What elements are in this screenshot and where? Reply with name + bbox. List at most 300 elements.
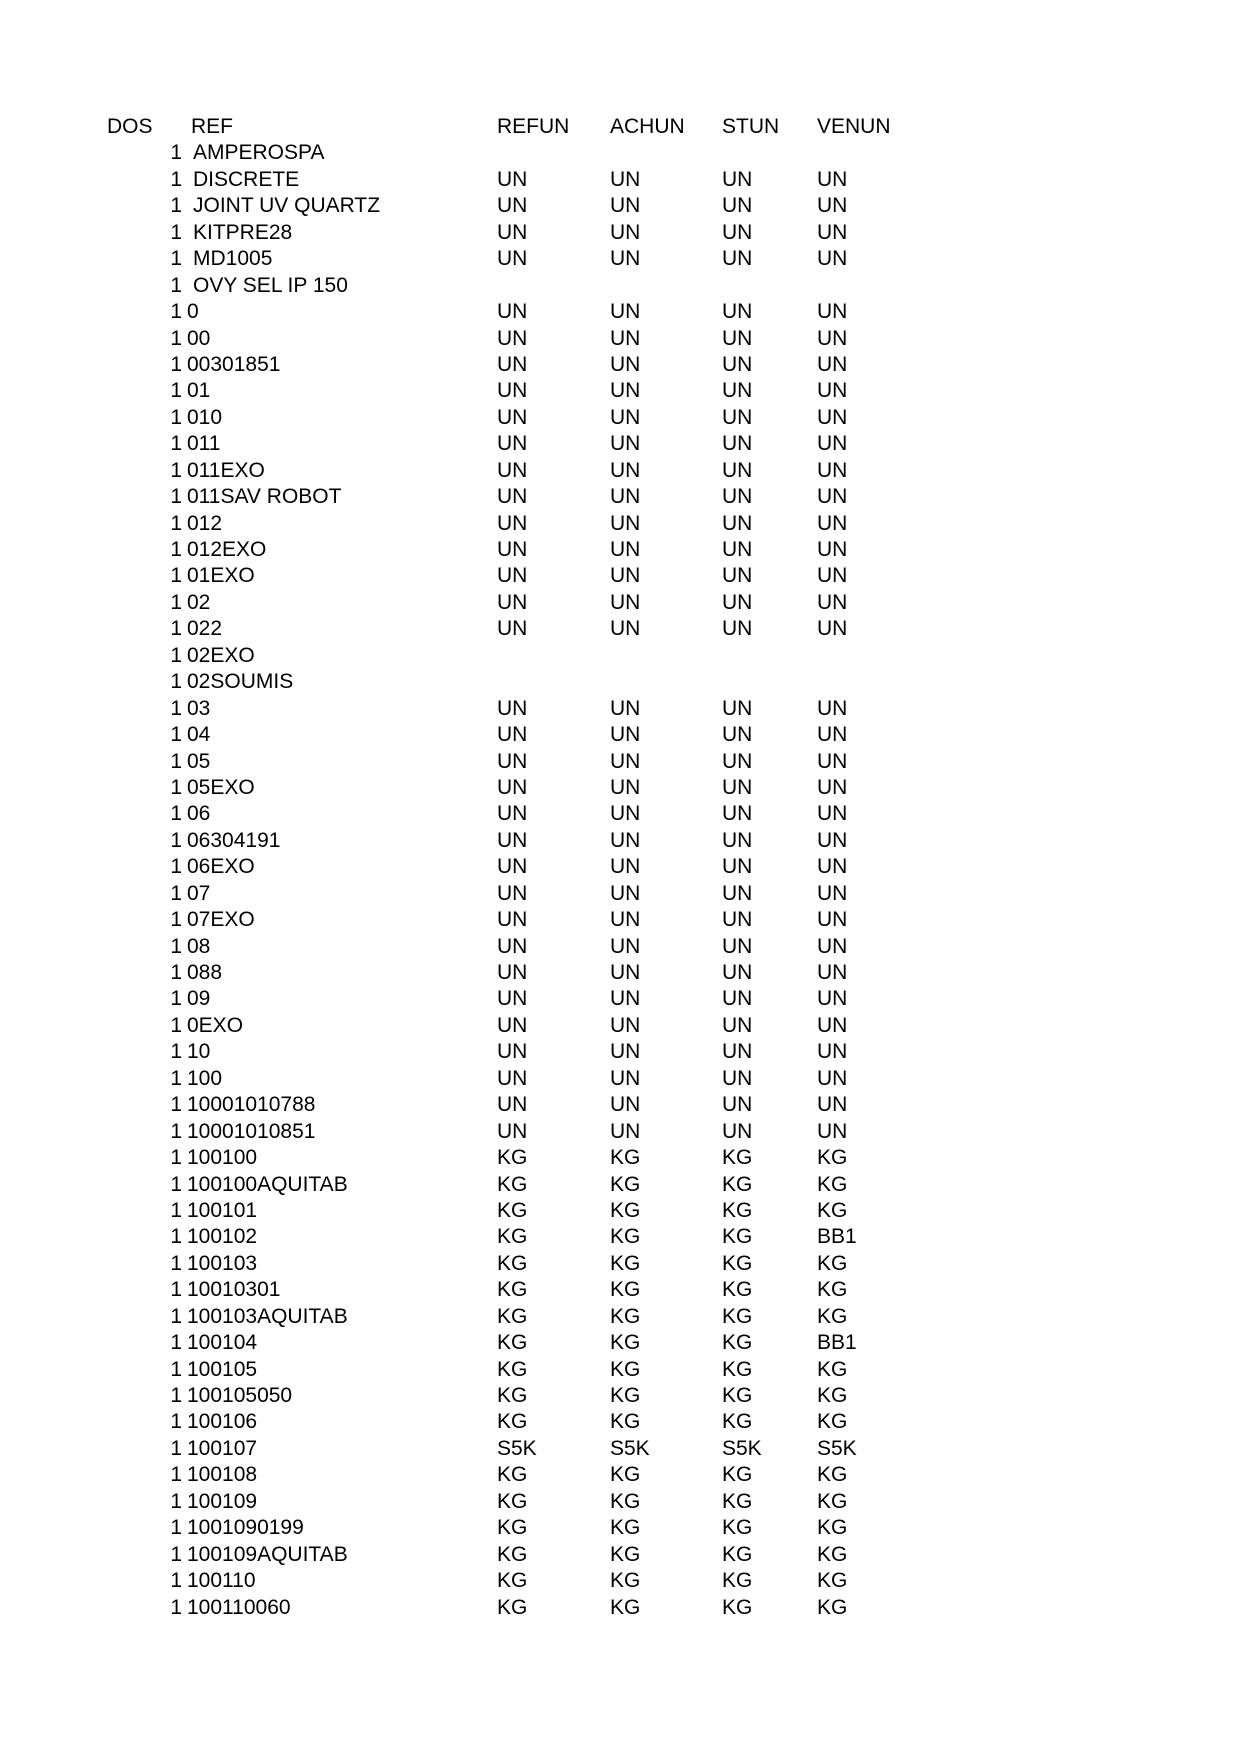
table-row [0, 352, 1241, 378]
dos-cell: 1 [170, 485, 182, 509]
achun-cell: UN [610, 855, 641, 879]
table-row [0, 1224, 1241, 1250]
venun-cell: UN [817, 247, 848, 271]
stun-cell: UN [722, 167, 753, 191]
table-row [0, 246, 1241, 272]
achun-cell: UN [610, 1013, 641, 1037]
achun-cell: UN [610, 908, 641, 932]
table-row [0, 775, 1241, 801]
refun-cell: UN [497, 405, 528, 429]
dos-cell: 1 [170, 1172, 182, 1196]
stun-cell: UN [722, 775, 753, 799]
ref-cell: 011EXO [187, 458, 265, 482]
venun-cell: KG [817, 1251, 848, 1275]
ref-cell: 09 [187, 987, 211, 1011]
dos-cell: 1 [170, 1384, 182, 1407]
venun-cell: KG [817, 1172, 848, 1196]
stun-cell: UN [722, 511, 753, 535]
refun-cell: UN [497, 194, 528, 218]
dos-cell: 1 [170, 1542, 182, 1566]
stun-cell: KG [722, 1331, 753, 1355]
achun-cell: KG [610, 1198, 641, 1222]
ref-cell: 100100AQUITAB [187, 1172, 348, 1196]
stun-cell: KG [722, 1357, 753, 1381]
table-header-row [0, 114, 1241, 140]
stun-cell: UN [722, 908, 753, 932]
achun-cell: UN [610, 749, 641, 773]
venun-cell: UN [817, 511, 848, 535]
dos-cell: 1 [170, 1304, 182, 1328]
ref-cell: 012EXO [187, 538, 267, 561]
refun-cell: UN [497, 828, 528, 852]
ref-cell: 100107 [187, 1436, 258, 1460]
dos-cell: 1 [170, 1489, 182, 1513]
dos-cell: 1 [170, 775, 182, 799]
stun-cell: UN [722, 1093, 753, 1117]
achun-cell: KG [610, 1463, 641, 1487]
refun-cell: KG [497, 1251, 528, 1275]
stun-cell: UN [722, 1119, 753, 1143]
refun-cell: UN [497, 1013, 528, 1037]
achun-cell: UN [610, 194, 641, 218]
ref-cell: 07EXO [187, 908, 255, 932]
achun-cell: KG [610, 1489, 641, 1513]
stun-cell: UN [722, 326, 753, 350]
table-row [0, 458, 1241, 484]
ref-cell: 05EXO [187, 775, 255, 799]
table-row [0, 220, 1241, 246]
dos-cell: 1 [170, 273, 182, 297]
table-row [0, 669, 1241, 695]
ref-cell: MD1005 [193, 247, 273, 271]
ref-cell: 01EXO [187, 564, 255, 588]
table-row [0, 1119, 1241, 1145]
venun-cell: KG [817, 1489, 848, 1513]
refun-cell: KG [497, 1516, 528, 1540]
venun-cell: UN [817, 458, 848, 482]
stun-cell: UN [722, 538, 753, 561]
stun-cell: KG [722, 1304, 753, 1328]
table-row [0, 1066, 1241, 1092]
ref-cell: 01 [187, 379, 211, 403]
venun-cell: UN [817, 352, 848, 376]
stun-cell: KG [722, 1251, 753, 1275]
venun-cell: UN [817, 300, 848, 324]
dos-cell: 1 [170, 141, 182, 165]
achun-cell: S5K [610, 1436, 650, 1460]
refun-cell: KG [497, 1489, 528, 1513]
refun-cell: UN [497, 1093, 528, 1117]
achun-cell: KG [610, 1410, 641, 1434]
refun-cell: UN [497, 432, 528, 456]
dos-cell: 1 [170, 881, 182, 905]
ref-cell: 06EXO [187, 855, 255, 879]
ref-cell: 02SOUMIS [187, 670, 294, 694]
table-row [0, 1357, 1241, 1383]
dos-cell: 1 [170, 511, 182, 535]
dos-cell: 1 [170, 1066, 182, 1090]
refun-cell: KG [497, 1172, 528, 1196]
achun-cell: UN [610, 511, 641, 535]
dos-cell: 1 [170, 405, 182, 429]
stun-cell: UN [722, 723, 753, 747]
venun-cell: KG [817, 1357, 848, 1381]
stun-cell: UN [722, 617, 753, 641]
table-row [0, 854, 1241, 880]
table-row [0, 960, 1241, 986]
table-row [0, 1595, 1241, 1621]
ref-cell: 02EXO [187, 643, 255, 667]
ref-cell: 012 [187, 511, 223, 535]
venun-cell: UN [817, 326, 848, 350]
refun-cell: UN [497, 749, 528, 773]
stun-cell: KG [722, 1146, 753, 1170]
venun-cell: KG [817, 1569, 848, 1593]
refun-cell: UN [497, 908, 528, 932]
refun-cell: UN [497, 220, 528, 244]
refun-cell: UN [497, 485, 528, 509]
table-row [0, 511, 1241, 537]
refun-cell: KG [497, 1225, 528, 1249]
ref-cell: 100102 [187, 1225, 258, 1249]
venun-cell: UN [817, 167, 848, 191]
achun-cell: UN [610, 1066, 641, 1090]
venun-cell: BB1 [817, 1331, 857, 1355]
venun-cell: UN [817, 432, 848, 456]
table-row [0, 722, 1241, 748]
stun-cell: S5K [722, 1436, 762, 1460]
col-header-stun: STUN [722, 115, 780, 138]
ref-cell: 011 [187, 432, 221, 456]
achun-cell: UN [610, 564, 641, 588]
achun-cell: UN [610, 1119, 641, 1143]
ref-cell: 011SAV ROBOT [187, 485, 342, 509]
dos-cell: 1 [170, 961, 182, 984]
ref-cell: 088 [187, 961, 223, 984]
table-row [0, 484, 1241, 510]
stun-cell: KG [722, 1463, 753, 1487]
ref-cell: 100110060 [187, 1595, 291, 1619]
stun-cell: UN [722, 405, 753, 429]
stun-cell: KG [722, 1172, 753, 1196]
ref-cell: 100101 [187, 1198, 258, 1222]
dos-cell: 1 [170, 1569, 182, 1593]
achun-cell: KG [610, 1569, 641, 1593]
stun-cell: UN [722, 855, 753, 879]
table-row [0, 934, 1241, 960]
ref-cell: 07 [187, 881, 211, 905]
dos-cell: 1 [170, 643, 182, 667]
table-row [0, 1409, 1241, 1435]
dos-cell: 1 [170, 1198, 182, 1222]
dos-cell: 1 [170, 326, 182, 350]
refun-cell: UN [497, 1040, 528, 1064]
table-row [0, 1330, 1241, 1356]
refun-cell: UN [497, 352, 528, 376]
table-row [0, 1251, 1241, 1277]
ref-cell: 00301851 [187, 352, 281, 376]
table-row [0, 273, 1241, 299]
dos-cell: 1 [170, 167, 182, 191]
table-row [0, 1277, 1241, 1303]
refun-cell: KG [497, 1463, 528, 1487]
table-row [0, 1515, 1241, 1541]
stun-cell: UN [722, 352, 753, 376]
achun-cell: KG [610, 1146, 641, 1170]
stun-cell: KG [722, 1542, 753, 1566]
achun-cell: UN [610, 775, 641, 799]
table-row [0, 828, 1241, 854]
ref-cell: 100104 [187, 1331, 258, 1355]
dos-cell: 1 [170, 749, 182, 773]
ref-cell: 100105 [187, 1357, 258, 1381]
refun-cell: UN [497, 723, 528, 747]
table-row [0, 537, 1241, 563]
achun-cell: UN [610, 828, 641, 852]
achun-cell: UN [610, 617, 641, 641]
achun-cell: UN [610, 1040, 641, 1064]
dos-cell: 1 [170, 1040, 182, 1064]
stun-cell: UN [722, 881, 753, 905]
venun-cell: UN [817, 723, 848, 747]
ref-cell: 06304191 [187, 828, 281, 852]
refun-cell: UN [497, 538, 528, 561]
achun-cell: KG [610, 1516, 641, 1540]
venun-cell: UN [817, 855, 848, 879]
achun-cell: KG [610, 1331, 641, 1355]
stun-cell: UN [722, 300, 753, 324]
achun-cell: UN [610, 379, 641, 403]
refun-cell: UN [497, 1066, 528, 1090]
ref-cell: 0EXO [187, 1013, 244, 1037]
refun-cell: UN [497, 458, 528, 482]
table-row [0, 643, 1241, 669]
achun-cell: KG [610, 1595, 641, 1619]
table-row [0, 1489, 1241, 1515]
refun-cell: KG [497, 1278, 528, 1302]
table-row [0, 299, 1241, 325]
dos-cell: 1 [170, 1595, 182, 1619]
dos-cell: 1 [170, 617, 182, 641]
dos-cell: 1 [170, 908, 182, 932]
table-row [0, 167, 1241, 193]
refun-cell: KG [497, 1198, 528, 1222]
refun-cell: KG [497, 1569, 528, 1593]
dos-cell: 1 [170, 828, 182, 852]
venun-cell: KG [817, 1198, 848, 1222]
stun-cell: UN [722, 220, 753, 244]
dos-cell: 1 [170, 220, 182, 244]
achun-cell: UN [610, 590, 641, 614]
ref-cell: 10001010788 [187, 1093, 316, 1117]
stun-cell: UN [722, 432, 753, 456]
ref-cell: 10010301 [187, 1278, 281, 1302]
stun-cell: UN [722, 485, 753, 509]
table-row [0, 616, 1241, 642]
venun-cell: KG [817, 1542, 848, 1566]
dos-cell: 1 [170, 432, 182, 456]
ref-cell: 03 [187, 696, 211, 720]
ref-cell: 08 [187, 934, 211, 958]
dos-cell: 1 [170, 1119, 182, 1143]
refun-cell: UN [497, 855, 528, 879]
refun-cell: UN [497, 802, 528, 826]
venun-cell: UN [817, 802, 848, 826]
achun-cell: UN [610, 723, 641, 747]
table-row [0, 431, 1241, 457]
table-row [0, 326, 1241, 352]
venun-cell: UN [817, 405, 848, 429]
dos-cell: 1 [170, 1146, 182, 1170]
stun-cell: UN [722, 194, 753, 218]
achun-cell: UN [610, 538, 641, 561]
venun-cell: KG [817, 1304, 848, 1328]
stun-cell: UN [722, 828, 753, 852]
stun-cell: UN [722, 1040, 753, 1064]
venun-cell: UN [817, 590, 848, 614]
ref-cell: 100105050 [187, 1384, 293, 1407]
venun-cell: S5K [817, 1436, 857, 1460]
stun-cell: UN [722, 1066, 753, 1090]
table-row [0, 378, 1241, 404]
achun-cell: KG [610, 1172, 641, 1196]
dos-cell: 1 [170, 1013, 182, 1037]
stun-cell: KG [722, 1410, 753, 1434]
table-row [0, 1542, 1241, 1568]
ref-cell: JOINT UV QUARTZ [193, 194, 381, 218]
ref-cell: DISCRETE [193, 167, 300, 191]
table-row [0, 986, 1241, 1012]
refun-cell: UN [497, 167, 528, 191]
table-body [0, 140, 1241, 1621]
stun-cell: KG [722, 1278, 753, 1302]
dos-cell: 1 [170, 1357, 182, 1381]
achun-cell: KG [610, 1357, 641, 1381]
ref-cell: 00 [187, 326, 211, 350]
table-row [0, 1198, 1241, 1224]
dos-cell: 1 [170, 723, 182, 747]
venun-cell: UN [817, 1013, 848, 1037]
stun-cell: UN [722, 802, 753, 826]
dos-cell: 1 [170, 1463, 182, 1487]
achun-cell: UN [610, 881, 641, 905]
venun-cell: UN [817, 617, 848, 641]
table-row [0, 801, 1241, 827]
achun-cell: UN [610, 300, 641, 324]
achun-cell: UN [610, 458, 641, 482]
dos-cell: 1 [170, 1093, 182, 1117]
refun-cell: UN [497, 247, 528, 271]
venun-cell: UN [817, 828, 848, 852]
ref-cell: 10 [187, 1040, 211, 1064]
ref-cell: 02 [187, 590, 211, 614]
refun-cell: UN [497, 961, 528, 984]
venun-cell: UN [817, 485, 848, 509]
stun-cell: UN [722, 696, 753, 720]
dos-cell: 1 [170, 1331, 182, 1355]
units-table [0, 114, 1241, 1621]
venun-cell: UN [817, 696, 848, 720]
venun-cell: UN [817, 379, 848, 403]
dos-cell: 1 [170, 934, 182, 958]
col-header-venun: VENUN [817, 115, 891, 138]
refun-cell: UN [497, 881, 528, 905]
table-row [0, 1039, 1241, 1065]
ref-cell: 100110 [187, 1569, 256, 1593]
stun-cell: UN [722, 247, 753, 271]
venun-cell: UN [817, 987, 848, 1011]
venun-cell: KG [817, 1595, 848, 1619]
achun-cell: KG [610, 1251, 641, 1275]
achun-cell: UN [610, 220, 641, 244]
stun-cell: UN [722, 749, 753, 773]
refun-cell: KG [497, 1331, 528, 1355]
dos-cell: 1 [170, 590, 182, 614]
ref-cell: 0 [187, 300, 199, 324]
table-row [0, 881, 1241, 907]
dos-cell: 1 [170, 379, 182, 403]
dos-cell: 1 [170, 1251, 182, 1275]
achun-cell: UN [610, 167, 641, 191]
table-row [0, 590, 1241, 616]
ref-cell: 06 [187, 802, 211, 826]
refun-cell: S5K [497, 1436, 537, 1460]
refun-cell: KG [497, 1146, 528, 1170]
venun-cell: KG [817, 1516, 848, 1540]
stun-cell: KG [722, 1516, 753, 1540]
dos-cell: 1 [170, 352, 182, 376]
venun-cell: UN [817, 538, 848, 561]
venun-cell: UN [817, 1119, 848, 1143]
ref-cell: 1001090199 [187, 1516, 304, 1540]
stun-cell: KG [722, 1595, 753, 1619]
venun-cell: UN [817, 881, 848, 905]
refun-cell: UN [497, 934, 528, 958]
table-row [0, 907, 1241, 933]
table-row [0, 1436, 1241, 1462]
refun-cell: UN [497, 775, 528, 799]
dos-cell: 1 [170, 855, 182, 879]
achun-cell: UN [610, 485, 641, 509]
refun-cell: UN [497, 300, 528, 324]
table-row [0, 140, 1241, 166]
col-header-refun: REFUN [497, 115, 570, 138]
col-header-achun: ACHUN [610, 115, 685, 138]
ref-cell: 100109 [187, 1489, 258, 1513]
dos-cell: 1 [170, 247, 182, 271]
refun-cell: UN [497, 617, 528, 641]
venun-cell: KG [817, 1410, 848, 1434]
ref-cell: 100106 [187, 1410, 258, 1434]
venun-cell: UN [817, 1040, 848, 1064]
venun-cell: KG [817, 1278, 848, 1302]
dos-cell: 1 [170, 987, 182, 1011]
achun-cell: UN [610, 405, 641, 429]
dos-cell: 1 [170, 564, 182, 588]
dos-cell: 1 [170, 1278, 182, 1302]
ref-cell: 100100 [187, 1146, 258, 1170]
ref-cell: AMPEROSPA [193, 141, 325, 165]
table-row [0, 749, 1241, 775]
stun-cell: UN [722, 987, 753, 1011]
col-header-dos: DOS [107, 115, 153, 138]
table-row [0, 1383, 1241, 1409]
venun-cell: UN [817, 961, 848, 984]
achun-cell: KG [610, 1278, 641, 1302]
venun-cell: KG [817, 1146, 848, 1170]
table-row [0, 1462, 1241, 1488]
dos-cell: 1 [170, 1436, 182, 1460]
